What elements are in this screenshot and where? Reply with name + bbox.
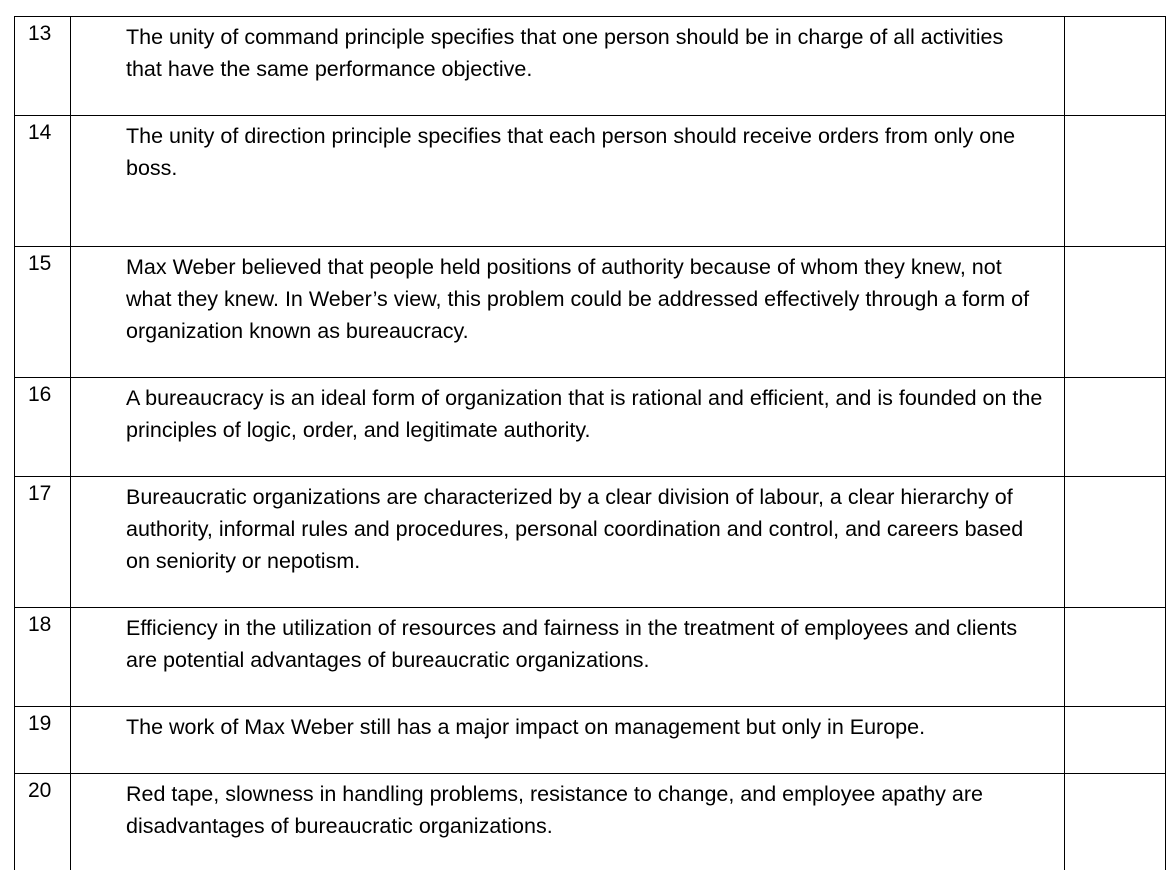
statement-line: Bureaucratic organizations are characterized by a clear division of labour, a clear hierarchy of authority, informal rules and procedures, personal coordination and control, and careers based on seniority or nepotism.: [126, 485, 1024, 573]
statement-line: The unity of command principle specifies that one person should be in charge of all activities that have the same performance objective.: [126, 25, 1004, 81]
statement-text: [71, 477, 1065, 608]
answer-cell[interactable]: [1065, 378, 1166, 477]
answer-cell[interactable]: [1065, 707, 1166, 774]
row-number: 20: [15, 774, 71, 871]
table-row: [15, 774, 1166, 871]
answer-cell[interactable]: [1065, 17, 1166, 116]
statements-table: [14, 16, 1166, 870]
table-row: [15, 378, 1166, 477]
row-number: 16: [15, 378, 71, 477]
statement-text: [71, 378, 1065, 477]
table-row: [15, 116, 1166, 247]
statement-line: A bureaucracy is an ideal form of organization that is rational and efficient, and is founded on the principles of logic, order, and legitimate authority.: [126, 386, 1043, 442]
statement-line: The unity of direction principle specifies that each person should receive orders from only one boss.: [126, 124, 1016, 180]
row-number: 18: [15, 608, 71, 707]
table-row: [15, 247, 1166, 378]
answer-cell[interactable]: [1065, 477, 1166, 608]
row-number: 19: [15, 707, 71, 774]
statement-text: [71, 707, 1065, 774]
statement-line: Max Weber believed that people held positions of authority because of whom they knew, not what they knew. In Weber’s view, this problem could be addressed effectively through a form of organization known as bureaucracy.: [126, 255, 1030, 343]
statement-line: Efficiency in the utilization of resources and fairness in the treatment of employees and clients are potential advantages of bureaucratic organizations.: [126, 616, 1018, 672]
row-number: 13: [15, 17, 71, 116]
statement-text: [71, 608, 1065, 707]
statement-text: [71, 17, 1065, 116]
row-number: 15: [15, 247, 71, 378]
answer-cell[interactable]: [1065, 608, 1166, 707]
row-number: 14: [15, 116, 71, 247]
table-row: [15, 707, 1166, 774]
table-row: [15, 608, 1166, 707]
statement-text: [71, 247, 1065, 378]
statement-line: Red tape, slowness in handling problems, resistance to change, and employee apathy are disadvantages of bureaucratic organizations.: [126, 782, 983, 838]
table-row: [15, 477, 1166, 608]
table-row: [15, 17, 1166, 116]
row-number: 17: [15, 477, 71, 608]
statement-text: [71, 116, 1065, 247]
statement-text: [71, 774, 1065, 871]
answer-cell[interactable]: [1065, 774, 1166, 871]
answer-cell[interactable]: [1065, 247, 1166, 378]
answer-cell[interactable]: [1065, 116, 1166, 247]
true-false-worksheet: [14, 16, 1166, 876]
statement-line: The work of Max Weber still has a major impact on management but only in Europe.: [126, 715, 926, 739]
